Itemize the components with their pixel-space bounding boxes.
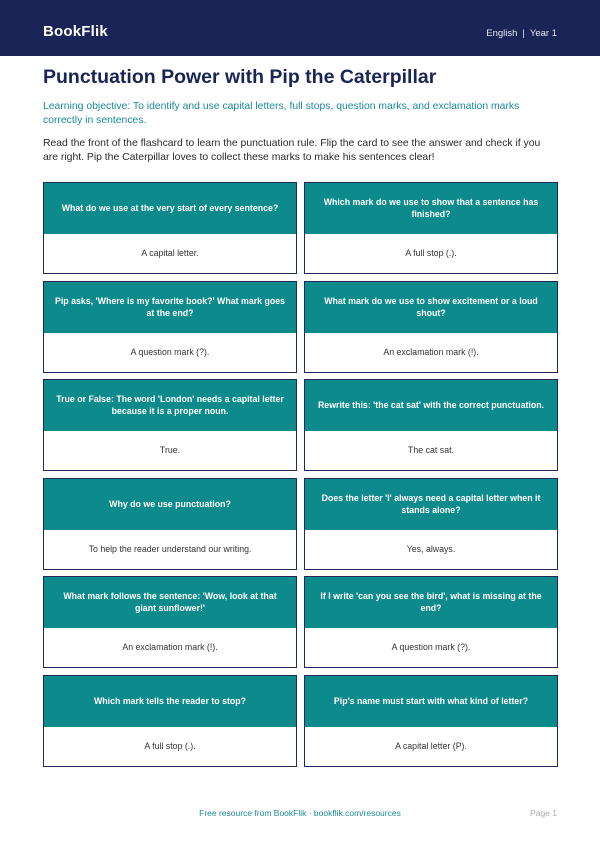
flashcard-question: What mark follows the sentence: 'Wow, look at that giant sunflower!' bbox=[44, 577, 296, 628]
flashcard-question: Does the letter 'I' always need a capital letter when it stands alone? bbox=[305, 479, 557, 530]
flashcard-question: Why do we use punctuation? bbox=[44, 479, 296, 530]
intro-text: Read the front of the flashcard to learn the punctuation rule. Flip the card to see the answer and check if you are right. Pip the Caterpillar loves to collect these marks to make his sentences clear! bbox=[43, 138, 541, 163]
flashcard[interactable] bbox=[304, 576, 558, 668]
flashcard-answer: The cat sat. bbox=[408, 445, 454, 455]
footer-text[interactable]: Free resource from BookFlik · bookflik.com/resources bbox=[199, 808, 401, 818]
flashcard[interactable] bbox=[43, 675, 297, 767]
flashcard[interactable] bbox=[43, 379, 297, 471]
flashcard-question: Pip asks, 'Where is my favorite book?' What mark goes at the end? bbox=[44, 282, 296, 333]
flashcard-answer: An exclamation mark (!). bbox=[122, 642, 218, 652]
flashcard-answer: True. bbox=[159, 445, 181, 455]
flashcard-question: If I write 'can you see the bird', what is missing at the end? bbox=[305, 577, 557, 628]
flashcard[interactable] bbox=[43, 478, 297, 570]
top-bar bbox=[0, 0, 600, 56]
flashcard-question: What mark do we use to show excitement or a loud shout? bbox=[305, 282, 557, 333]
flashcard-answer: To help the reader understand our writing. bbox=[88, 544, 252, 554]
flashcard-answer: A capital letter (P). bbox=[395, 741, 467, 751]
flashcard[interactable] bbox=[304, 281, 558, 373]
flashcard-answer: A full stop (.). bbox=[144, 741, 196, 751]
flashcard[interactable] bbox=[43, 182, 297, 274]
brand-logo[interactable]: BookFlik bbox=[43, 23, 108, 40]
flashcard-question: Which mark do we use to show that a sentence has finished? bbox=[305, 183, 557, 234]
flashcard-question: What do we use at the very start of every sentence? bbox=[44, 183, 296, 234]
flashcard-answer: Yes, always. bbox=[406, 544, 456, 554]
flashcard[interactable] bbox=[304, 182, 558, 274]
flashcard-question: Rewrite this: 'the cat sat' with the correct punctuation. bbox=[305, 380, 557, 431]
flashcard[interactable] bbox=[304, 478, 558, 570]
flashcard-question: Which mark tells the reader to stop? bbox=[44, 676, 296, 727]
year-label: Year 1 bbox=[529, 28, 557, 39]
page-title: Punctuation Power with Pip the Caterpillar bbox=[43, 66, 437, 88]
flashcard[interactable] bbox=[43, 576, 297, 668]
flashcard-question: True or False: The word 'London' needs a capital letter because it is a proper noun. bbox=[44, 380, 296, 431]
language-label: English bbox=[486, 28, 518, 39]
flashcard-question: Pip's name must start with what kind of letter? bbox=[305, 676, 557, 727]
flashcard-answer: An exclamation mark (!). bbox=[383, 347, 479, 357]
page-number: Page 1 bbox=[530, 808, 557, 818]
meta-separator: | bbox=[522, 28, 525, 39]
flashcard-answer: A capital letter. bbox=[141, 248, 199, 258]
header-meta bbox=[486, 28, 557, 39]
flashcard-answer: A question mark (?). bbox=[391, 642, 471, 652]
flashcard-answer: A full stop (.). bbox=[405, 248, 457, 258]
flashcard[interactable] bbox=[304, 379, 558, 471]
flashcard-answer: A question mark (?). bbox=[130, 347, 210, 357]
learning-objective: Learning objective: To identify and use capital letters, full stops, question marks, and exclamation marks correctly in sentences. bbox=[43, 101, 520, 126]
flashcard[interactable] bbox=[43, 281, 297, 373]
flashcard[interactable] bbox=[304, 675, 558, 767]
